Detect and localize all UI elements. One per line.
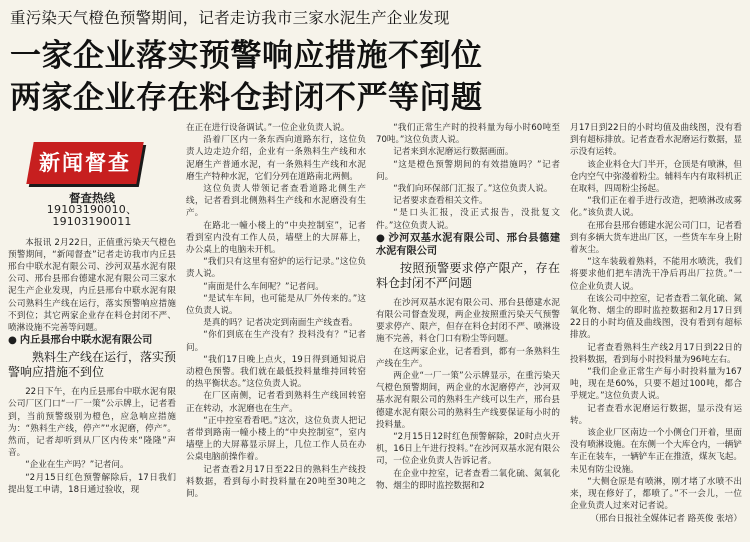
column-1	[8, 122, 176, 542]
paragraph: “我们企业正常生产每小时投料量为167吨，现在是60%，只要不超过100吨，都合乎规定。”这位负责人说。	[570, 367, 742, 402]
hotline-numbers: 19103190010、19103190011	[46, 203, 138, 229]
paragraph: 是真的吗？记者决定到南面生产线查看。	[203, 318, 358, 329]
headline-line-2: 两家企业存在料仓封闭不严等问题	[10, 80, 483, 116]
sub-title-2: 按照预警要求停产限产，存在料仓封闭不严问题	[376, 260, 560, 290]
paragraph: 记者查看2月17日至22日的熟料生产线投料数据，看到每小时投料量在20吨至30吨之间。	[186, 464, 366, 500]
sub-title-1: 熟料生产线在运行，落实预警响应措施不到位	[8, 350, 176, 380]
paragraph: 两企业“一厂一策”公示牌显示，在重污染天气橙色预警期间，两企业的水泥磨停产，沙河双基水泥有限公司的熟料生产线可以生产，邢台县德建水泥有限公司的熟料生产线要保证每小时的投料量。	[376, 371, 560, 430]
byline: （邢台日报社全媒体记者 路英俊 张培）	[590, 513, 742, 524]
paragraph: “我们向环保部门汇报了。”这位负责人说。	[393, 184, 553, 195]
paragraph: “2月15日12时红色预警解除，20时点火开机，16日上午进行投料。”在沙河双基水泥有限公司，一位企业负责人告诉记者。	[376, 432, 560, 467]
paragraph: “我们只有这里有窑炉的运行记录。”这位负责人说。	[186, 257, 366, 280]
paragraph: “是试车车间，也可能是从厂外传来的。”这位负责人说。	[186, 293, 366, 317]
paragraph: 在企业中控室，记者查看二氧化硫、氮氧化物、烟尘的即时监控数据和2	[376, 468, 560, 491]
paragraph: 该企业厂区南边一个小侧仓门开着，里面没有喷淋设施。在东侧一个大库仓内，一辆铲车正在装车，一辆铲车正在推渣，煤灰飞起。未见有防尘设施。	[570, 428, 742, 475]
paragraph: 在该公司中控室，记者查看二氧化硫、氮氧化物、烟尘的即时监控数据和2月17日到22日的小时均值及曲线图，没有看到有超标排放。	[570, 293, 742, 341]
bullet-icon: ●	[376, 232, 386, 244]
paragraph: “大侧仓原是有喷淋，刚才堵了水喷不出来，现在修好了，都喷了。”不一会儿，一位企业负责人过来对记者说。	[570, 476, 742, 512]
section-title-2	[376, 232, 560, 258]
paragraph: 记者查看水泥磨运行数据，显示没有运转。	[570, 403, 742, 426]
column-banner	[26, 142, 143, 184]
paragraph: “我们17日晚上点火，19日得到通知说启动橙色预警。我们就在最低投料量维持回转窑的热平衡状态。”这位负责人说。	[186, 354, 366, 390]
paragraph: “企业在生产吗？”记者问。	[25, 460, 129, 471]
paragraph: “2月15日红色预警解除后，17日我们提出复工申请，18日通过验收，现	[8, 472, 176, 495]
paragraph: “南面是什么车间呢？”记者问。	[203, 281, 324, 292]
hotline-label: 督查热线	[69, 191, 115, 205]
paragraph: 在厂区南侧，记者看到熟料生产线回转窑正在转动，水泥磨也在生产。	[186, 391, 366, 414]
paragraph: 沿着厂区内一条东西向道路东行，这位负责人边走边介绍，企业有一条熟料生产线和水泥磨生产普通水泥，有一条熟料生产线和水泥磨生产特种水泥，它们分列在道路南北两侧。	[186, 135, 366, 182]
paragraph: 在正在进行设备调试。”一位企业负责人说。	[186, 123, 350, 133]
paragraph: “我们正在着手进行改造，把喷淋改成雾化。”该负责人说。	[570, 196, 742, 219]
paragraph: 记者来到水泥磨运行数据画面。	[393, 147, 514, 158]
column-2	[186, 122, 366, 542]
headline-line-1: 一家企业落实预警响应措施不到位	[10, 38, 483, 74]
column-3	[376, 122, 560, 542]
paragraph: 在沙河双基水泥有限公司、邢台县德建水泥有限公司督查发现，两企业按照重污染天气预警要求停产、限产，但存在料仓封闭不严、喷淋设施不完善，料仓门口有粉尘等问题。	[376, 297, 560, 345]
paragraph: “我们正常生产时的投料量为每小时60吨至70吨。”这位负责人说。	[376, 123, 560, 146]
paragraph: 在邢台县邢台德建水泥公司门口，记者看到有多辆大货车进出厂区，一些货车车身上附着灰尘。	[570, 220, 742, 256]
kicker: 重污染天气橙色预警期间，记者走访我市三家水泥生产企业发现	[10, 9, 450, 27]
intro-paragraph: 本报讯 2月22日，正值重污染天气橙色预警期间，“新闻督查”记者走访我市内丘县邢台中联水泥有限公司、沙河双基水泥有限公司、邢台县邢台德建水泥有限公司三家水泥生产企业发现，内丘县邢台中联水泥有限公司熟料生产线在运行，落实预警响应措施不到位；其它两家企业存在料仓封闭不严、喷淋设施不完善等问题。	[8, 237, 176, 334]
paragraph: 在路北一幢小楼上的“中央控制室”，记者看到室内没有工作人员，墙壁上的大屏幕上，办公桌上的电脑未开机。	[186, 220, 366, 256]
bullet-icon: ●	[8, 335, 17, 347]
paragraph: “正中控室看看吧。”这次，这位负责人把记者带到路南一幢小楼上的“中央控制室”，室内墙壁上的大屏幕显示屏上，几位工作人员在办公桌电脑前操作着。	[186, 415, 366, 463]
paragraph: “这是橙色预警期间的有效措施吗？”记者问。	[376, 159, 560, 182]
paragraph: 在这两家企业，记者看到，都有一条熟料生产线在生产。	[376, 346, 560, 369]
section-title-1-text: 内丘县邢台中联水泥有限公司	[19, 335, 153, 347]
section-title-1	[8, 334, 176, 347]
paragraph: 22日下午，在内丘县邢台中联水泥有限公司厂区门口“一厂一策”公示牌上，记者看到，当前预警级别为橙色，应急响应措施为：“熟料生产线，停产”“水泥磨，停产”。然而，记者却听到从厂区内传来“隆隆”声音。	[8, 387, 176, 459]
paragraph: 记者查看熟料生产线2月17日到22日的投料数据，看到每小时投料量为96吨左右。	[570, 342, 742, 365]
paragraph: 记者要求查看相关文件。	[393, 196, 488, 207]
paragraph: 月17日到22日的小时均值及曲线图，没有看到有超标排放。记者查看水泥磨运行数据，显示没有运转。	[570, 123, 742, 158]
paragraph: 这位负责人带领记者查看道路北侧生产线，记者看到北侧熟料生产线和水泥磨没有生产。	[186, 184, 366, 219]
paragraph: “这车装载着熟料，不能用水喷洗，我们将要求他们把车清洗干净后再出厂拉货。”一位企业负责人说。	[570, 257, 742, 292]
section-title-2-text: 沙河双基水泥有限公司、邢台县德建水泥有限公司	[376, 232, 560, 257]
paragraph: “你们到底在生产没有？投料没有？”记者问。	[186, 330, 366, 353]
column-banner-label: 新闻督查	[39, 151, 131, 175]
paragraph: 该企业料仓大门半开，仓顶是有喷淋，但仓内空气中弥漫着粉尘。辅料车内有取料机正在取料，四周粉尘扬起。	[570, 159, 742, 195]
column-4	[570, 122, 742, 542]
paragraph: “是口头汇报，没正式报告，没批复文件。”这位负责人说。	[376, 208, 560, 231]
